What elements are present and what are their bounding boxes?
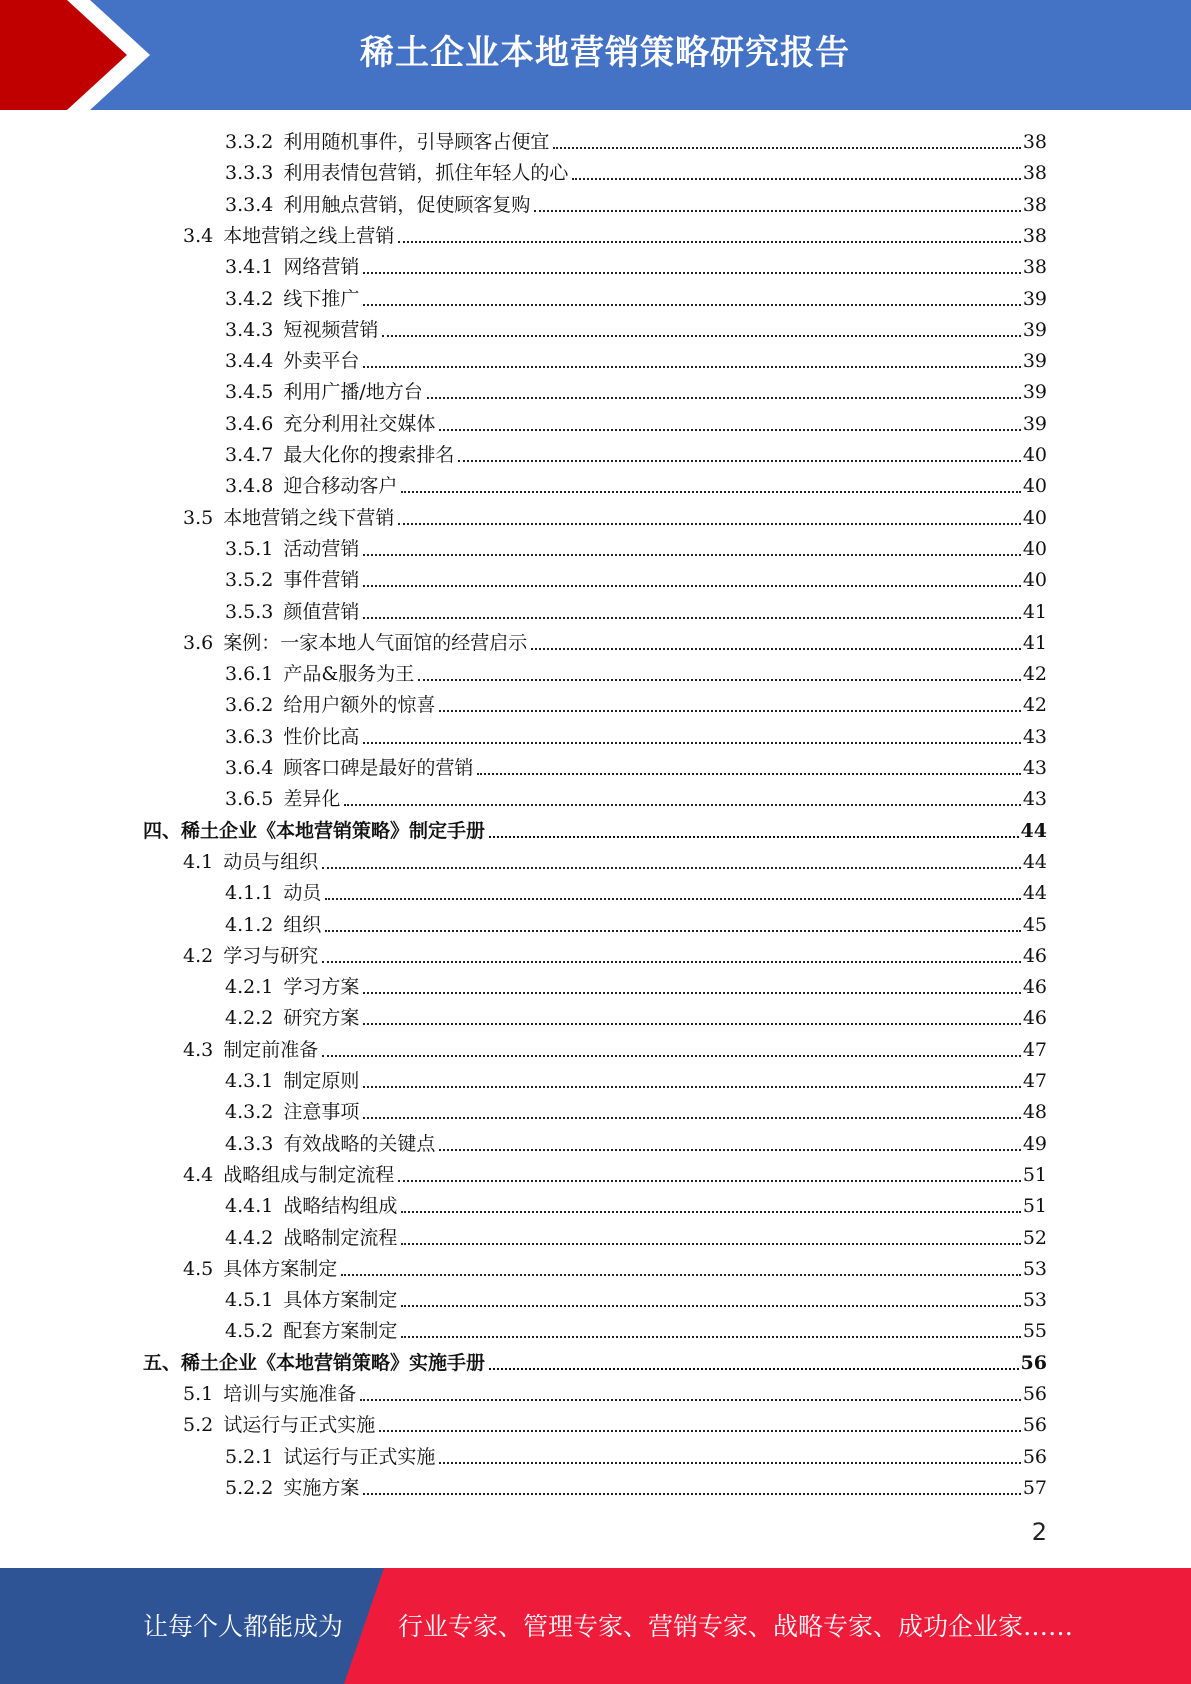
toc-entry-number: 5.2.1 — [225, 1445, 274, 1468]
toc-entry[interactable] — [225, 1473, 1047, 1504]
toc-entry-page: 53 — [1022, 1289, 1047, 1312]
toc-entry-number: 4.2.1 — [225, 976, 274, 999]
toc-dot-leader — [418, 679, 1021, 681]
toc-entry-title: 培训与实施准备 — [223, 1383, 357, 1405]
toc-entry-number: 3.5.3 — [225, 600, 274, 623]
toc-entry[interactable] — [143, 816, 1047, 847]
toc-dot-leader — [341, 1274, 1021, 1276]
toc-entry-title: 注意事项 — [283, 1101, 360, 1124]
toc-entry-page: 43 — [1022, 788, 1047, 811]
toc-entry-page: 43 — [1022, 757, 1047, 779]
toc-entry-page: 56 — [1022, 1445, 1047, 1468]
toc-entry[interactable] — [225, 659, 1047, 690]
toc-entry[interactable] — [225, 284, 1047, 315]
toc-entry[interactable] — [225, 346, 1047, 377]
toc-entry-number: 3.3.2 — [225, 131, 274, 153]
toc-entry-title: 网络营销 — [283, 256, 360, 279]
toc-entry[interactable] — [183, 941, 1047, 972]
toc-entry-title: 外卖平台 — [283, 350, 360, 373]
toc-entry[interactable] — [225, 252, 1047, 283]
toc-entry-title: 线下推广 — [283, 287, 360, 310]
toc-entry-number: 3.3.4 — [225, 193, 274, 216]
toc-entry-page: 39 — [1022, 318, 1047, 341]
toc-entry[interactable] — [183, 1410, 1047, 1441]
toc-dot-leader — [363, 1023, 1020, 1025]
toc-entry-number: 4.3.2 — [225, 1101, 274, 1124]
toc-dot-leader — [401, 1243, 1020, 1245]
toc-entry[interactable] — [183, 1035, 1047, 1066]
toc-entry-number: 3.6.4 — [225, 757, 274, 779]
toc-dot-leader — [439, 1462, 1020, 1464]
toc-entry-title: 利用触点营销，促使顾客复购 — [283, 193, 531, 216]
toc-entry-page: 42 — [1022, 663, 1047, 686]
toc-dot-leader — [322, 867, 1021, 869]
toc-entry-page: 40 — [1022, 475, 1047, 498]
toc-dot-leader — [322, 961, 1021, 963]
toc-entry[interactable] — [225, 409, 1047, 440]
toc-entry[interactable] — [225, 878, 1047, 909]
toc-dot-leader — [363, 585, 1020, 587]
toc-dot-leader — [534, 210, 1020, 212]
toc-entry-page: 44 — [1022, 850, 1047, 873]
toc-entry[interactable] — [225, 597, 1047, 628]
toc-entry-page: 44 — [1022, 882, 1047, 905]
toc-entry[interactable] — [225, 910, 1047, 941]
toc-entry-title: 案例：一家本地人气面馆的经营启示 — [223, 631, 528, 654]
toc-dot-leader — [489, 1368, 1019, 1370]
toc-entry-number: 3.4.7 — [225, 444, 274, 466]
toc-entry[interactable] — [225, 1097, 1047, 1128]
toc-entry[interactable] — [225, 190, 1047, 221]
toc-entry-title: 利用广播/地方台 — [283, 381, 423, 404]
toc-entry-page: 40 — [1022, 537, 1047, 560]
toc-entry-number: 4.5.1 — [225, 1289, 274, 1312]
toc-dot-leader — [360, 1399, 1021, 1401]
toc-dot-leader — [379, 1430, 1021, 1432]
toc-entry-number: 4.5.2 — [225, 1320, 274, 1343]
toc-entry-page: 39 — [1022, 350, 1047, 373]
toc-entry-title: 利用随机事件，引导顾客占便宜 — [283, 131, 550, 153]
toc-dot-leader — [382, 335, 1020, 337]
toc-entry-page: 55 — [1022, 1320, 1047, 1343]
toc-entry-page: 46 — [1022, 1007, 1047, 1030]
toc-entry-title: 最大化你的搜索排名 — [283, 444, 455, 466]
toc-entry-title: 具体方案制定 — [223, 1257, 338, 1280]
toc-entry-page: 38 — [1022, 131, 1047, 153]
toc-entry-number: 3.4 — [183, 224, 214, 247]
toc-entry-page: 47 — [1022, 1038, 1047, 1061]
toc-dot-leader — [344, 804, 1020, 806]
toc-entry-page: 40 — [1022, 569, 1047, 592]
toc-entry[interactable] — [183, 628, 1047, 659]
toc-entry[interactable] — [225, 377, 1047, 408]
toc-entry-page: 41 — [1022, 631, 1047, 654]
toc-dot-leader — [322, 1055, 1021, 1057]
toc-entry-title: 有效战略的关键点 — [283, 1132, 436, 1155]
toc-entry-page: 46 — [1022, 944, 1047, 967]
toc-entry-page: 39 — [1022, 412, 1047, 435]
toc-dot-leader — [477, 773, 1020, 775]
toc-entry-number: 4.2.2 — [225, 1007, 274, 1030]
toc-entry-number: 4.3.3 — [225, 1132, 274, 1155]
toc-entry-number: 3.6.1 — [225, 663, 274, 686]
toc-entry-page: 38 — [1022, 224, 1047, 247]
footer-banner — [0, 1568, 1191, 1684]
toc-entry-page: 56 — [1020, 1351, 1047, 1374]
toc-entry-title: 战略制定流程 — [283, 1226, 398, 1249]
toc-entry-number: 4.1 — [183, 850, 214, 873]
toc-entry[interactable] — [225, 158, 1047, 189]
toc-entry-page: 56 — [1022, 1383, 1047, 1405]
toc-dot-leader — [363, 617, 1020, 619]
toc-entry-title: 制定原则 — [283, 1070, 360, 1092]
toc-entry-number: 4.1.2 — [225, 913, 274, 936]
toc-entry[interactable] — [225, 315, 1047, 346]
toc-entry-title: 具体方案制定 — [283, 1289, 398, 1312]
toc-dot-leader — [427, 397, 1021, 399]
toc-entry[interactable] — [183, 1379, 1047, 1410]
toc-entry-number: 3.4.3 — [225, 318, 274, 341]
toc-entry-title: 给用户额外的惊喜 — [283, 694, 436, 717]
toc-entry-title: 短视频营销 — [283, 318, 379, 341]
toc-dot-leader — [401, 1336, 1020, 1338]
toc-entry-page: 42 — [1022, 694, 1047, 717]
toc-entry-title: 产品&服务为王 — [283, 663, 415, 686]
toc-dot-leader — [363, 742, 1020, 744]
toc-entry-number: 3.5.1 — [225, 537, 274, 560]
toc-entry-title: 试运行与正式实施 — [223, 1414, 376, 1437]
toc-entry-page: 40 — [1022, 444, 1047, 466]
toc-entry[interactable] — [225, 753, 1047, 784]
toc-dot-leader — [439, 710, 1020, 712]
toc-entry-title: 四、稀土企业《本地营销策略》制定手册 — [143, 819, 486, 842]
page-number: 2 — [1031, 1518, 1047, 1546]
toc-entry-number: 3.4.8 — [225, 475, 274, 498]
toc-entry-page: 44 — [1020, 819, 1047, 842]
toc-entry-title: 动员 — [283, 882, 322, 905]
toc-entry-page: 43 — [1022, 725, 1047, 748]
toc-entry-title: 学习与研究 — [223, 944, 319, 967]
toc-entry[interactable] — [183, 847, 1047, 878]
toc-entry[interactable] — [225, 534, 1047, 565]
toc-entry-page: 52 — [1022, 1226, 1047, 1249]
toc-dot-leader — [325, 930, 1020, 932]
toc-entry-page: 38 — [1022, 193, 1047, 216]
toc-dot-leader — [398, 1180, 1021, 1182]
toc-entry[interactable] — [183, 1254, 1047, 1285]
toc-entry-title: 利用表情包营销，抓住年轻人的心 — [283, 162, 569, 185]
toc-dot-leader — [363, 1086, 1020, 1088]
toc-entry-number: 4.3 — [183, 1038, 214, 1061]
toc-entry-title: 试运行与正式实施 — [283, 1445, 436, 1468]
toc-dot-leader — [363, 1493, 1020, 1495]
toc-entry[interactable] — [225, 471, 1047, 502]
report-title: 稀土企业本地营销策略研究报告 — [360, 33, 850, 73]
toc-entry[interactable] — [225, 1223, 1047, 1254]
toc-entry-title: 实施方案 — [283, 1476, 360, 1499]
toc-entry[interactable] — [225, 1316, 1047, 1347]
toc-entry-number: 4.5 — [183, 1257, 214, 1280]
toc-entry-page: 48 — [1022, 1101, 1047, 1124]
toc-dot-leader — [458, 460, 1020, 462]
toc-entry-title: 活动营销 — [283, 537, 360, 560]
toc-entry-page: 51 — [1022, 1163, 1047, 1186]
toc-entry-page: 38 — [1022, 162, 1047, 185]
toc-entry[interactable] — [225, 1003, 1047, 1034]
toc-entry-title: 事件营销 — [283, 569, 360, 592]
toc-entry[interactable] — [225, 1442, 1047, 1473]
toc-entry-page: 51 — [1022, 1195, 1047, 1218]
toc-entry-number: 3.6 — [183, 631, 214, 654]
toc-entry[interactable] — [183, 1160, 1047, 1191]
toc-entry-number: 3.4.1 — [225, 256, 274, 279]
toc-entry-title: 制定前准备 — [223, 1038, 319, 1061]
toc-entry[interactable] — [225, 784, 1047, 815]
toc-dot-leader — [363, 304, 1020, 306]
toc-entry-page: 39 — [1022, 381, 1047, 404]
toc-dot-leader — [401, 1211, 1020, 1213]
toc-entry-number: 3.3.3 — [225, 162, 274, 185]
toc-dot-leader — [553, 147, 1020, 149]
toc-entry-page: 53 — [1022, 1257, 1047, 1280]
toc-entry[interactable] — [143, 1348, 1047, 1379]
toc-entry-page: 39 — [1022, 287, 1047, 310]
toc-entry-title: 组织 — [283, 913, 322, 936]
toc-entry-title: 迎合移动客户 — [283, 475, 398, 498]
header-banner — [0, 0, 1191, 110]
toc-entry-page: 47 — [1022, 1070, 1047, 1092]
toc-entry-page: 45 — [1022, 913, 1047, 936]
footer-slogan-right: 行业专家、管理专家、营销专家、战略专家、成功企业家…… — [398, 1612, 1074, 1641]
toc-dot-leader — [489, 836, 1019, 838]
toc-entry-number: 3.6.3 — [225, 725, 274, 748]
toc-entry-title: 本地营销之线上营销 — [223, 224, 395, 247]
toc-entry-title: 顾客口碑是最好的营销 — [283, 757, 474, 779]
toc-entry-title: 差异化 — [283, 788, 341, 811]
toc-entry-number: 4.2 — [183, 944, 214, 967]
footer-slogan-left: 让每个人都能成为 — [143, 1612, 344, 1641]
toc-entry[interactable] — [225, 690, 1047, 721]
toc-dot-leader — [531, 648, 1021, 650]
toc-entry-number: 5.2 — [183, 1414, 214, 1437]
toc-entry[interactable] — [225, 127, 1047, 158]
toc-dot-leader — [363, 1117, 1020, 1119]
toc-entry-number: 3.5.2 — [225, 569, 274, 592]
toc-entry-title: 学习方案 — [283, 976, 360, 999]
toc-entry-title: 五、稀土企业《本地营销策略》实施手册 — [143, 1351, 486, 1374]
toc-entry-page: 57 — [1022, 1476, 1047, 1499]
toc-entry-title: 战略结构组成 — [283, 1195, 398, 1218]
toc-dot-leader — [439, 429, 1020, 431]
toc-dot-leader — [363, 992, 1020, 994]
toc-entry-title: 充分利用社交媒体 — [283, 412, 436, 435]
toc-entry-title: 本地营销之线下营销 — [223, 506, 395, 529]
toc-dot-leader — [401, 491, 1020, 493]
toc-entry-title: 颜值营销 — [283, 600, 360, 623]
toc-entry[interactable] — [225, 1191, 1047, 1222]
toc-entry-number: 4.1.1 — [225, 882, 274, 905]
toc-entry-number: 3.4.5 — [225, 381, 274, 404]
toc-entry[interactable] — [225, 565, 1047, 596]
toc-entry[interactable] — [225, 1285, 1047, 1316]
toc-entry[interactable] — [225, 1129, 1047, 1160]
toc-entry[interactable] — [183, 503, 1047, 534]
toc-entry-title: 配套方案制定 — [283, 1320, 398, 1343]
toc-entry-number: 5.1 — [183, 1383, 214, 1405]
toc-entry-title: 战略组成与制定流程 — [223, 1163, 395, 1186]
toc-entry-number: 3.4.6 — [225, 412, 274, 435]
toc-dot-leader — [363, 272, 1020, 274]
toc-entry[interactable] — [225, 722, 1047, 753]
toc-entry-page: 49 — [1022, 1132, 1047, 1155]
toc-entry-number: 4.3.1 — [225, 1070, 274, 1092]
toc-dot-leader — [401, 1305, 1020, 1307]
toc-entry-number: 3.4.2 — [225, 287, 274, 310]
toc-entry-title: 性价比高 — [283, 725, 360, 748]
toc-entry-number: 4.4.2 — [225, 1226, 274, 1249]
toc-dot-leader — [439, 1149, 1020, 1151]
toc-dot-leader — [398, 241, 1021, 243]
toc-entry-page: 46 — [1022, 976, 1047, 999]
toc-entry-number: 4.4 — [183, 1163, 214, 1186]
toc-entry-page: 41 — [1022, 600, 1047, 623]
toc-entry-number: 3.6.2 — [225, 694, 274, 717]
toc-entry-number: 3.4.4 — [225, 350, 274, 373]
toc-entry-number: 3.5 — [183, 506, 214, 529]
toc-entry-number: 5.2.2 — [225, 1476, 274, 1499]
toc-dot-leader — [363, 554, 1020, 556]
toc-entry[interactable] — [225, 440, 1047, 471]
toc-entry-number: 4.4.1 — [225, 1195, 274, 1218]
toc-entry[interactable] — [183, 221, 1047, 252]
toc-entry-page: 40 — [1022, 506, 1047, 529]
toc-entry-title: 动员与组织 — [223, 850, 319, 873]
toc-entry[interactable] — [225, 1066, 1047, 1097]
toc-dot-leader — [572, 178, 1020, 180]
toc-dot-leader — [363, 366, 1020, 368]
toc-entry-page: 56 — [1022, 1414, 1047, 1437]
toc-dot-leader — [325, 898, 1020, 900]
toc-entry-page: 38 — [1022, 256, 1047, 279]
toc-entry-title: 研究方案 — [283, 1007, 360, 1030]
toc-entry[interactable] — [225, 972, 1047, 1003]
toc-dot-leader — [398, 523, 1021, 525]
toc-entry-number: 3.6.5 — [225, 788, 274, 811]
